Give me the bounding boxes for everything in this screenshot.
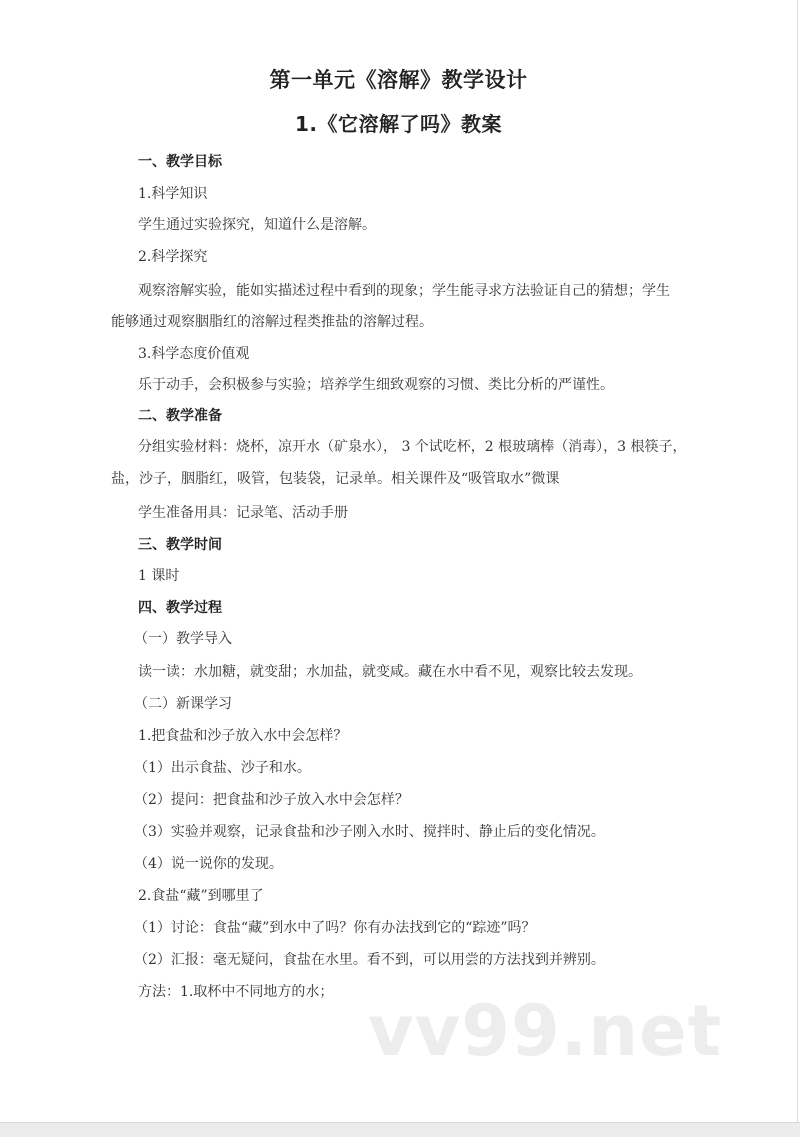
preparation-student-tools: 学生准备用具：记录笔、活动手册 bbox=[138, 505, 348, 521]
question1-step4: （4）说一说你的发现。 bbox=[134, 856, 283, 872]
objective-text-attitude: 乐于动手，会积极参与实验；培养学生细致观察的习惯、类比分析的严谨性。 bbox=[138, 377, 614, 393]
section-heading-process: 四、教学过程 bbox=[138, 600, 222, 616]
objective-text-inquiry-line2: 能够通过观察胭脂红的溶解过程类推盐的溶解过程。 bbox=[111, 314, 433, 330]
section-heading-preparation: 二、教学准备 bbox=[138, 408, 222, 424]
question1-step3: （3）实验并观察，记录食盐和沙子刚入水时、搅拌时、静止后的变化情况。 bbox=[134, 824, 605, 840]
watermark: vv99.net bbox=[368, 990, 723, 1072]
document-title: 第一单元《溶解》教学设计 bbox=[269, 68, 528, 92]
section-heading-objectives: 一、教学目标 bbox=[138, 154, 222, 170]
process-sub-intro-text: 读一读：水加糖，就变甜；水加盐，就变咸。藏在水中看不见，观察比较去发现。 bbox=[138, 664, 642, 680]
question2-step2: （2）汇报：毫无疑问，食盐在水里。看不到，可以用尝的方法找到并辨别。 bbox=[134, 952, 605, 968]
question2-step1: （1）讨论：食盐“藏”到水中了吗？你有办法找到它的“踪迹”吗？ bbox=[134, 920, 536, 936]
objective-label-knowledge: 1.科学知识 bbox=[138, 186, 208, 202]
section-heading-time: 三、教学时间 bbox=[138, 537, 222, 553]
process-sub-intro-label: （一）教学导入 bbox=[134, 631, 232, 647]
objective-text-knowledge: 学生通过实验探究，知道什么是溶解。 bbox=[138, 217, 376, 233]
preparation-materials-line2: 盐，沙子，胭脂红，吸管，包装袋，记录单。相关课件及“吸管取水”微课 bbox=[111, 471, 560, 487]
process-sub-new-lesson-label: （二）新课学习 bbox=[134, 696, 232, 712]
document-subtitle: 1.《它溶解了吗》教案 bbox=[294, 112, 502, 136]
question1-title: 1.把食盐和沙子放入水中会怎样？ bbox=[138, 728, 348, 744]
question1-step2: （2）提问：把食盐和沙子放入水中会怎样？ bbox=[134, 792, 409, 808]
objective-text-inquiry-line1: 观察溶解实验，能如实描述过程中看到的现象；学生能寻求方法验证自己的猜想；学生 bbox=[138, 283, 670, 299]
page-bottom-edge bbox=[0, 1122, 800, 1137]
objective-label-attitude: 3.科学态度价值观 bbox=[138, 346, 250, 362]
question2-title: 2.食盐“藏”到哪里了 bbox=[138, 888, 264, 904]
question1-step1: （1）出示食盐、沙子和水。 bbox=[134, 760, 311, 776]
time-value: 1 课时 bbox=[138, 568, 180, 584]
preparation-materials-line1: 分组实验材料：烧杯，凉开水（矿泉水）， 3 个试吃杯，2 根玻璃棒（消毒），3 根筷子， bbox=[138, 439, 687, 455]
objective-label-inquiry: 2.科学探究 bbox=[138, 249, 208, 265]
question2-method: 方法：1.取杯中不同地方的水； bbox=[138, 984, 334, 1000]
